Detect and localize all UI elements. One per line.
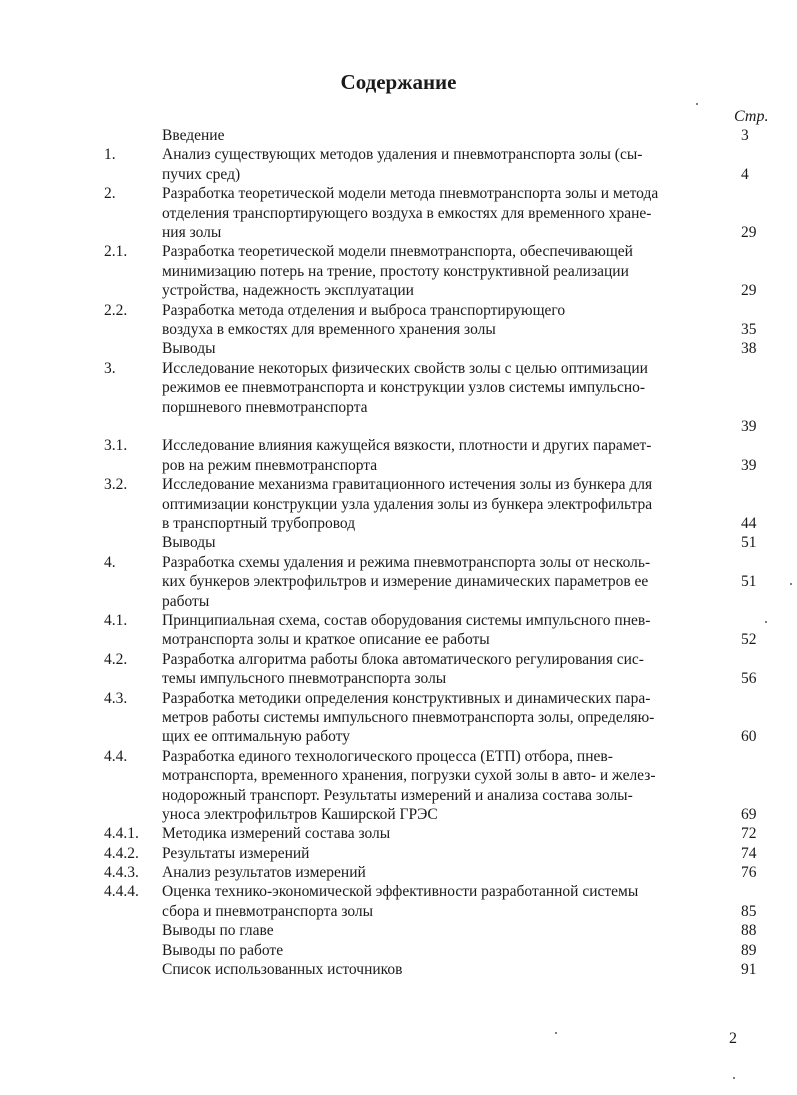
toc-entry-page: 51 [741,573,757,591]
toc-entry [0,301,797,340]
scan-speck [790,583,792,585]
toc-entry-number: 2.2. [104,301,128,319]
toc-entry-page: 52 [741,631,757,649]
scan-speck [555,1032,557,1034]
toc-entry-number: 4.4. [104,747,128,765]
page-column-header: Стр. [734,108,769,125]
toc-entry-number: 4.4.1. [104,825,139,843]
toc-entry [0,359,797,437]
toc-entry-page: 29 [741,282,757,300]
toc-entry-title: Принципиальная схема, состав оборудования системы импульсного пнев- мотранспорта золы и краткое описание ее работы [162,611,651,649]
toc-entry [0,436,797,475]
toc-entry [0,844,797,863]
toc-entry-page: 35 [741,320,757,338]
toc-entry-title: Выводы по главе [162,922,274,940]
toc-entry [0,126,797,145]
page-number: 2 [729,1030,737,1047]
toc-entry [0,611,797,650]
toc-entry [0,339,797,358]
toc-entry-title: Разработка теоретической модели пневмотранспорта, обеспечивающей минимизацию потерь на трение, простоту конструктивной реализации устройства, надежность эксплуатации [162,243,633,300]
toc-entry-page: 3 [741,126,749,144]
toc-entry-number: 4.4.3. [104,864,139,882]
toc-entry-page: 91 [741,961,757,979]
toc-entry-page: 72 [741,825,757,843]
toc-entry-number: 1. [104,146,116,164]
scan-speck [765,621,767,623]
toc-entry [0,824,797,843]
toc-entry-title: Разработка единого технологического процесса (ЕТП) отбора, пнев- мотранспорта, временного хранения, погрузки сухой золы в авто- и желез- нодорожный транспорт. Результаты измерений и анализа состава золы- уноса электрофильтров Каширской ГРЭС [162,747,656,823]
toc-entry-page: 60 [741,728,757,746]
toc-entry-title: Разработка метода отделения и выброса транспортирующего воздуха в емкостях для временного хранения золы [162,301,566,338]
toc-entry [0,145,797,184]
toc-entry-title: Выводы [162,340,216,358]
page-title: Содержание [340,70,457,94]
toc-entry-number: 4.4.4. [104,883,139,901]
scan-speck [696,103,698,105]
toc-entry-page: 39 [741,417,757,435]
toc-entry [0,960,797,979]
toc-entry-title: Разработка схемы удаления и режима пневмотранспорта золы от несколь- ких бункеров электрофильтров и измерение динамических параметров ее работы [162,553,651,610]
toc-entry-page: 74 [741,844,757,862]
toc-entry-title: Анализ существующих методов удаления и пневмотранспорта золы (сы- пучих сред) [162,146,643,183]
toc-entry-page: 56 [741,670,757,688]
toc-entry-page: 38 [741,340,757,358]
toc-entry-title: Разработка алгоритма работы блока автоматического регулирования сис- темы импульсного пневмотранспорта золы [162,650,644,688]
toc-entry-title: Исследование некоторых физических свойств золы с целью оптимизации режимов ее пневмотранспорта и конструкции узлов системы импульсно- поршневого пневмотранспорта [162,359,648,416]
toc-entry [0,747,797,825]
toc-entry-page: 76 [741,864,757,882]
toc-entry-page: 44 [741,514,757,532]
toc-entry-title: Разработка методики определения конструктивных и динамических пара- метров работы системы импульсного пневмотранспорта золы, определяю- щих ее оптимальную работу [162,689,655,746]
toc-entry-title: Введение [162,127,225,144]
toc-entry-page: 85 [741,902,757,920]
toc-entry-number: 4.1. [104,611,128,629]
toc-entry-number: 3.2. [104,476,128,494]
toc-entry-title: Выводы по работе [162,941,284,959]
toc-entry-number: 3.1. [104,437,128,455]
toc-entry-page: 69 [741,805,757,823]
toc-entry-page: 51 [741,534,757,552]
toc-entry [0,553,797,611]
toc-entry-page: 88 [741,922,757,940]
toc-entry-number: 4.3. [104,689,128,707]
toc-entry-title: Исследование влияния кажущейся вязкости, плотности и других парамет- ров на режим пневмотранспорта [162,437,652,474]
toc-entry [0,941,797,960]
toc-entry-title: Результаты измерений [162,844,310,862]
toc-entry-number: 2.1. [104,243,128,261]
toc-entry-title: Выводы [162,534,216,552]
toc-entry-title: Список использованных источников [162,961,403,979]
toc-entry-page: 89 [741,941,757,959]
toc-entry [0,242,797,300]
toc-entry [0,533,797,552]
toc-entry [0,184,797,242]
toc-entry-title: Оценка технико-экономической эффективности разработанной системы сбора и пневмотранспорта золы [162,883,639,920]
toc-entry-page: 39 [741,456,757,474]
toc-entry [0,863,797,882]
toc-entry [0,882,797,921]
toc-entry [0,689,797,747]
toc-entry-title: Анализ результатов измерений [162,864,366,882]
toc-entry [0,475,797,533]
toc-entry-number: 4.2. [104,650,128,668]
toc-entry-title: Исследование механизма гравитационного истечения золы из бункера для оптимизации конструкции узла удаления золы из бункера электрофильтра в транспортный трубопровод [162,476,653,532]
toc-entry-title: Разработка теоретической модели метода пневмотранспорта золы и метода отделения транспортирующего воздуха в емкостях для временного хране- ния золы [162,185,659,241]
table-of-contents [0,126,797,979]
toc-entry [0,650,797,689]
toc-entry [0,921,797,940]
toc-entry-title: Методика измерений состава золы [162,825,391,843]
toc-entry-page: 29 [741,223,757,241]
toc-entry-number: 4. [104,553,116,571]
toc-entry-number: 3. [104,359,116,377]
toc-entry-number: 2. [104,185,116,203]
scan-speck [733,1077,735,1079]
toc-entry-page: 4 [741,165,749,183]
toc-entry-number: 4.4.2. [104,844,139,862]
